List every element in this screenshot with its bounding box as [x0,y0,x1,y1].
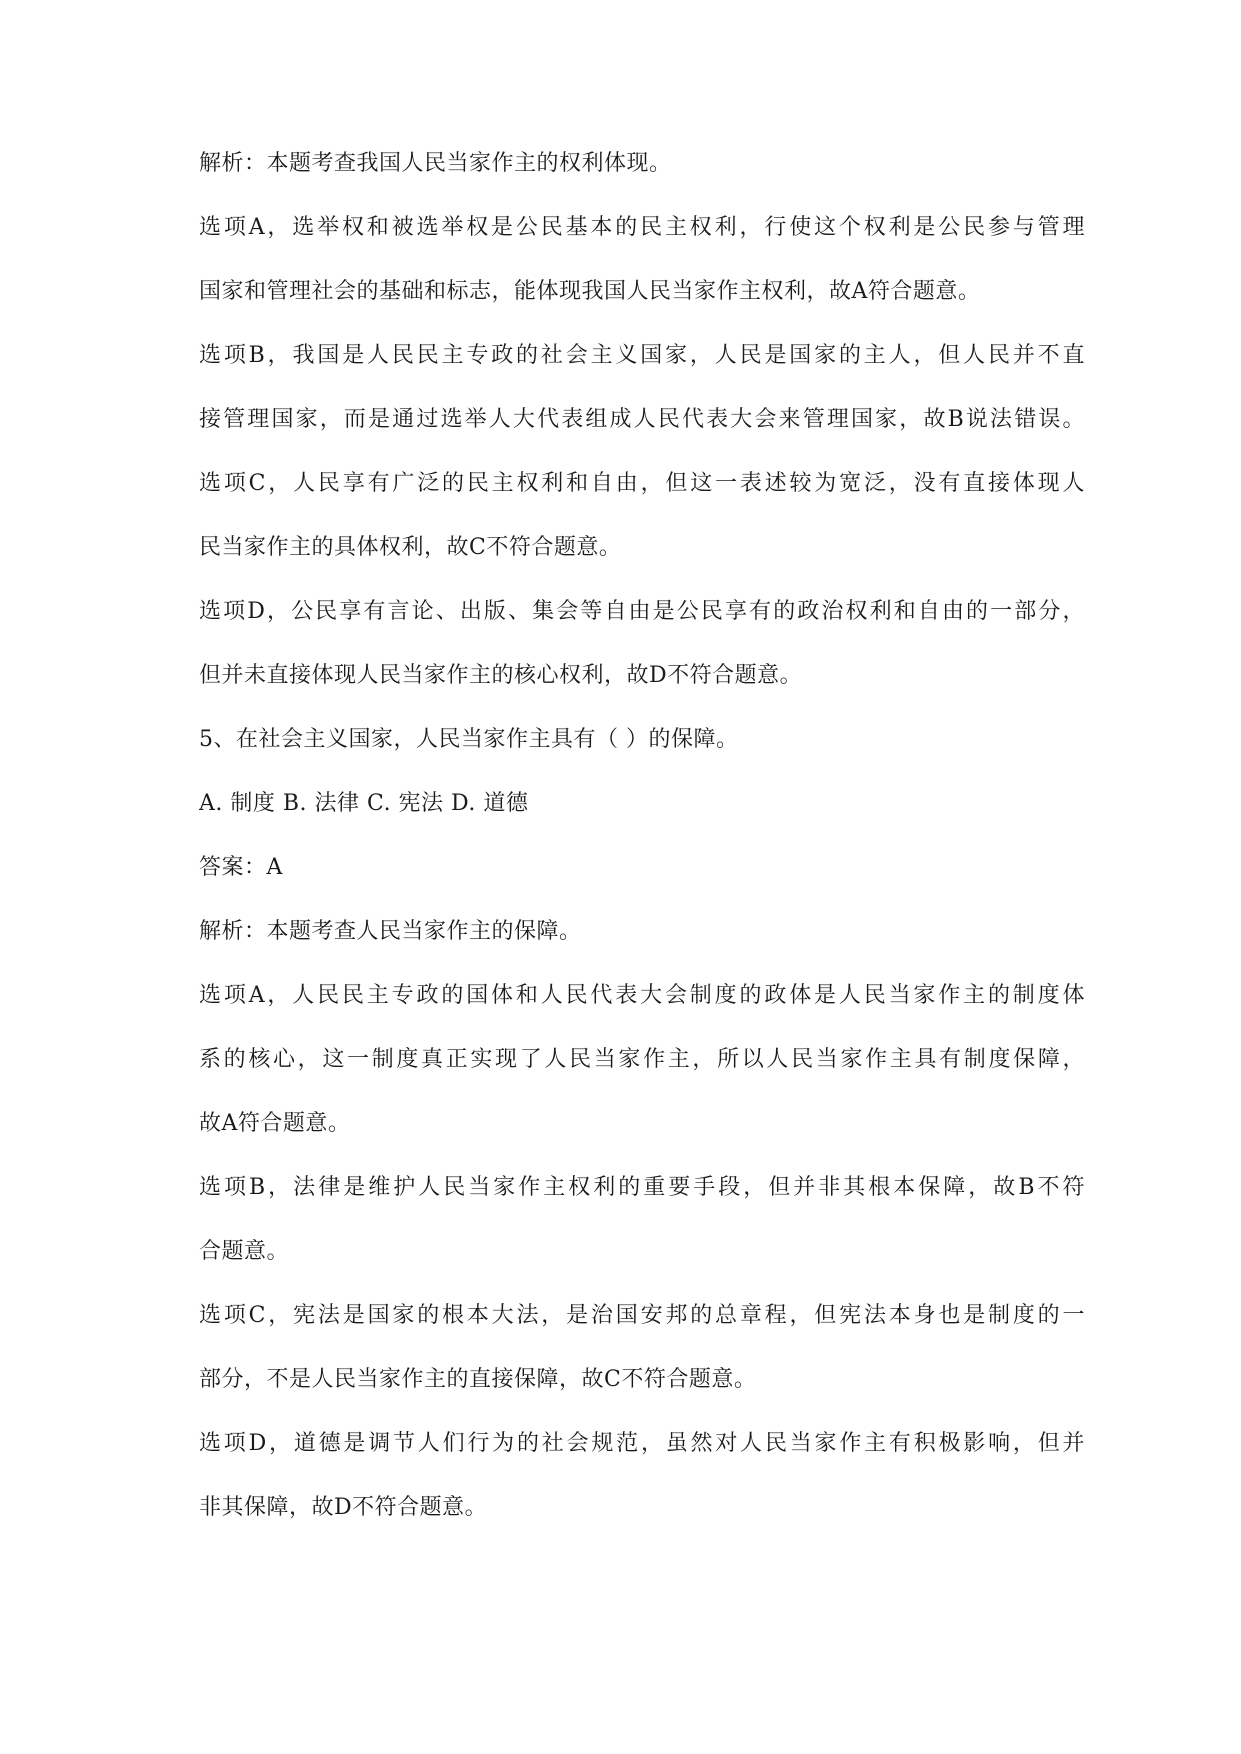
question-5-answer: 答案：A [199,855,283,880]
analysis-paragraph-line: 选项D，道德是调节人们行为的社会规范，虽然对人民当家作主有积极影响，但并 [199,1431,1085,1456]
analysis-paragraph-line: 选项A，人民民主专政的国体和人民代表大会制度的政体是人民当家作主的制度体 [199,983,1085,1008]
analysis-heading-q5: 解析：本题考查人民当家作主的保障。 [199,919,582,944]
analysis-paragraph-line: 民当家作主的具体权利，故C不符合题意。 [199,535,622,560]
analysis-paragraph-line: 选项A，选举权和被选举权是公民基本的民主权利，行使这个权利是公民参与管理 [199,215,1085,240]
analysis-paragraph-line: 接管理国家，而是通过选举人大代表组成人民代表大会来管理国家，故B说法错误。 [199,407,1085,432]
analysis-paragraph-line: 国家和管理社会的基础和标志，能体现我国人民当家作主权利，故A符合题意。 [199,279,981,304]
analysis-paragraph-line: 但并未直接体现人民当家作主的核心权利，故D不符合题意。 [199,663,803,688]
analysis-paragraph-line: 选项B，法律是维护人民当家作主权利的重要手段，但并非其根本保障，故B不符 [199,1175,1085,1200]
analysis-paragraph-line: 系的核心，这一制度真正实现了人民当家作主，所以人民当家作主具有制度保障， [199,1047,1085,1072]
analysis-paragraph-line: 合题意。 [199,1239,290,1264]
analysis-paragraph-line: 故A符合题意。 [199,1111,351,1136]
analysis-paragraph-line: 选项C，宪法是国家的根本大法，是治国安邦的总章程，但宪法本身也是制度的一 [199,1303,1085,1328]
question-5-options: A. 制度 B. 法律 C. 宪法 D. 道德 [199,791,529,816]
document-body [199,138,1085,1546]
analysis-paragraph-line: 非其保障，故D不符合题意。 [199,1495,488,1520]
analysis-paragraph-line: 部分，不是人民当家作主的直接保障，故C不符合题意。 [199,1367,757,1392]
analysis-heading-q4: 解析：本题考查我国人民当家作主的权利体现。 [199,151,672,176]
question-5-text: 5、在社会主义国家，人民当家作主具有（ ）的保障。 [199,727,739,752]
analysis-paragraph-line: 选项B，我国是人民民主专政的社会主义国家，人民是国家的主人，但人民并不直 [199,343,1085,368]
analysis-paragraph-line: 选项C，人民享有广泛的民主权利和自由，但这一表述较为宽泛，没有直接体现人 [199,471,1085,496]
analysis-paragraph-line: 选项D，公民享有言论、出版、集会等自由是公民享有的政治权利和自由的一部分， [199,599,1085,624]
